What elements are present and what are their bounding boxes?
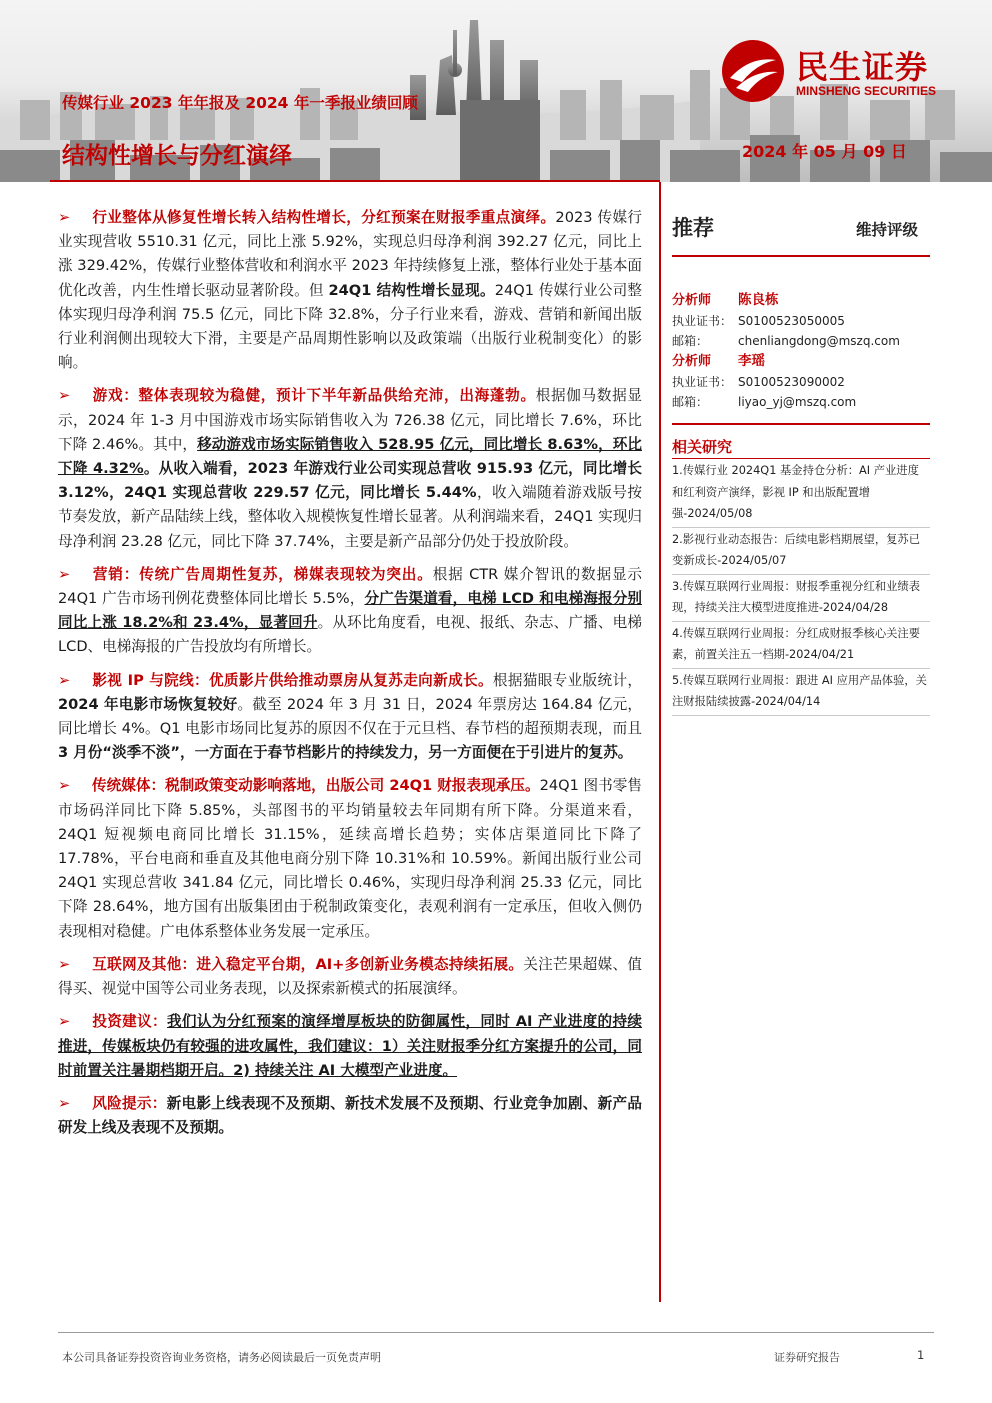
bullet-arrow-icon: ➢ — [58, 387, 71, 405]
analyst-2-cert-row: 执业证书： S0100523090002 — [672, 375, 845, 389]
related-research-title: 相关研究 — [672, 438, 733, 456]
analyst-2-email[interactable]: liyao_yj@mszq.com — [738, 395, 857, 409]
analyst-2-name-row: 分析师 李瑶 — [672, 353, 765, 369]
logo-english-text: MINSHENG SECURITIES — [796, 84, 937, 98]
column-divider — [659, 182, 661, 1302]
related-list-end-rule — [672, 715, 930, 716]
analyst-2-name: 李瑶 — [738, 353, 765, 369]
summary-column — [58, 206, 642, 1149]
report-title: 结构性增长与分红演绎 — [62, 143, 292, 169]
header-divider — [50, 180, 660, 182]
bullet-arrow-icon: ➢ — [58, 1094, 71, 1112]
report-date: 2024 年 05 月 09 日 — [742, 142, 907, 161]
minsheng-logo — [720, 38, 970, 104]
bullet-arrow-icon: ➢ — [58, 209, 71, 226]
summary-paragraph-investment: ➢ 投资建议：我们认为分红预案的演绎增厚板块的防御属性，同时 AI 产业进度的持续推进，传媒板块仍有较强的进攻属性，我们建议：1）关注财报季分红方案提升的公司，同时前置关注暑期档期开启。2) 持续关注 AI 大模型产业进度。 — [58, 1010, 642, 1083]
summary-paragraph-marketing: ➢ 营销：传统广告周期性复苏，梯媒表现较为突出。根据 CTR 媒介智讯的数据显示 24Q1 广告市场刊例花费整体同比增长 5.5%，分广告渠道看，电梯 LCD 和电梯海报分别同比上涨 18.2%和 23.4%，显著回升。从环比角度看，电视、报纸、杂志、广播、电梯 LCD、电梯海报的广告投放均有所增长。 — [58, 563, 642, 660]
bullet-arrow-icon: ➢ — [58, 955, 71, 973]
footer-divider — [58, 1332, 934, 1333]
summary-paragraph-internet: ➢ 互联网及其他：进入稳定平台期，AI+多创新业务模态持续拓展。关注芒果超媒、值得买、视觉中国等公司业务表现，以及探索新模式的拓展演绎。 — [58, 953, 642, 1001]
related-research-item[interactable]: 2.影视行业动态报告：后续电影档期展望，复苏已变新成长-2024/05/07 — [672, 527, 930, 574]
bullet-arrow-icon: ➢ — [58, 777, 71, 795]
footer-report-type: 证券研究报告 — [774, 1351, 840, 1364]
bullet-arrow-icon: ➢ — [58, 1013, 71, 1031]
analyst-1-cert: S0100523050005 — [738, 314, 845, 328]
analyst-2-email-row: 邮箱： liyao_yj@mszq.com — [672, 395, 857, 409]
report-subtitle: 传媒行业 2023 年年报及 2024 年一季报业绩回顾 — [62, 94, 418, 112]
related-research-item[interactable]: 1.传媒行业 2024Q1 基金持仓分析：AI 产业进度和红利资产演绎，影视 IP 和出版配置增强-2024/05/08 — [672, 458, 930, 527]
footer-disclaimer: 本公司具备证券投资咨询业务资格，请务必阅读最后一页免责声明 — [62, 1351, 381, 1364]
related-research-item[interactable]: 3.传媒互联网行业周报：财报季重视分红和业绩表现，持续关注大模型进度推进-2024/04/28 — [672, 574, 930, 621]
rating-status: 维持评级 — [855, 221, 918, 239]
analyst-1-email-row: 邮箱： chenliangdong@mszq.com — [672, 334, 900, 348]
bullet-arrow-icon: ➢ — [58, 671, 71, 689]
related-research-item[interactable]: 4.传媒互联网行业周报：分红成财报季核心关注要素，前置关注五一档期-2024/04/21 — [672, 621, 930, 668]
related-divider — [672, 423, 930, 425]
analyst-1-cert-row: 执业证书： S0100523050005 — [672, 314, 845, 328]
header-banner — [0, 0, 992, 182]
analyst-1-name: 陈良栋 — [738, 292, 779, 308]
bullet-arrow-icon: ➢ — [58, 565, 71, 583]
summary-paragraph-risk: ➢ 风险提示：新电影上线表现不及预期、新技术发展不及预期、行业竞争加剧、新产品研发上线及表现不及预期。 — [58, 1092, 642, 1140]
rating-row — [672, 212, 918, 242]
rating-divider — [672, 255, 930, 257]
logo-chinese-text: 民生证券 — [796, 48, 929, 86]
analyst-1-name-row: 分析师 陈良栋 — [672, 292, 779, 308]
summary-paragraph-industry: ➢ 行业整体从修复性增长转入结构性增长，分红预案在财报季重点演绎。2023 传媒行业实现营收 5510.31 亿元，同比上涨 5.92%，实现总归母净利润 392.27 亿元，同比上涨 329.42%，传媒行业整体营收和利润水平 2023 年持续修复上涨，整体行业处于基本面优化改善，内生性增长驱动显著阶段。但 24Q1 结构性增长显现。24Q1 传媒行业公司整体实现归母净利润 75.5 亿元，同比下降 32.8%，分子行业来看，游戏、营销和新闻出版行业利润侧出现较大下滑，主要是产品周期性影响以及政策端（出版行业税制变化）的影响。 — [58, 206, 642, 375]
rating-label: 推荐 — [672, 216, 714, 240]
summary-paragraph-games: ➢ 游戏：整体表现较为稳健，预计下半年新品供给充沛，出海蓬勃。根据伽马数据显示，2024 年 1-3 月中国游戏市场实际销售收入为 726.38 亿元，同比增长 7.6%，环比下降 2.46%。其中，移动游戏市场实际销售收入 528.95 亿元，同比增长 8.63%，环比下降 4.32%。从收入端看，2023 年游戏行业公司实现总营收 915.93 亿元，同比增长 3.12%，24Q1 实现总营收 229.57 亿元，同比增长 5.44%，收入端随着游戏版号按节奏发放，新产品陆续上线，整体收入规模恢复性增长显著。从利润端来看，24Q1 实现归母净利润 23.28 亿元，同比下降 37.74%，主要是新产品部分仍处于投放阶段。 — [58, 384, 642, 553]
page-number: 1 — [917, 1348, 925, 1362]
analyst-1-email[interactable]: chenliangdong@mszq.com — [738, 334, 900, 348]
analyst-info — [672, 290, 930, 412]
minsheng-logo-icon — [720, 38, 786, 104]
analyst-2-cert: S0100523090002 — [738, 375, 845, 389]
summary-paragraph-traditional-media: ➢ 传统媒体：税制政策变动影响落地，出版公司 24Q1 财报表现承压。24Q1 图书零售市场码洋同比下降 5.85%，头部图书的平均销量较去年同期有所下降。分渠道来看，24Q1 短视频电商同比增长 31.15%，延续高增长趋势；实体店渠道同比下降了 17.78%，平台电商和垂直及其他电商分别下降 10.31%和 10.59%。新闻出版行业公司 24Q1 实现总营收 341.84 亿元，同比增长 0.46%，实现归母净利润 25.33 亿元，同比下降 28.64%，地方国有出版集团由于税制政策变化，表观利润有一定承压，但收入侧仍表现相对稳健。广电体系整体业务发展一定承压。 — [58, 774, 642, 943]
related-research-list — [672, 458, 930, 716]
related-research-item[interactable]: 5.传媒互联网行业周报：跟进 AI 应用产品体验，关注财报陆续披露-2024/04/14 — [672, 668, 930, 715]
summary-paragraph-film: ➢ 影视 IP 与院线：优质影片供给推动票房从复苏走向新成长。根据猫眼专业版统计，2024 年电影市场恢复较好。截至 2024 年 3 月 31 日，2024 年票房达 164.84 亿元，同比增长 4%。Q1 电影市场同比复苏的原因不仅在于元旦档、春节档的超预期表现，而且 3 月份“淡季不淡”，一方面在于春节档影片的持续发力，另一方面便在于引进片的复苏。 — [58, 669, 642, 766]
